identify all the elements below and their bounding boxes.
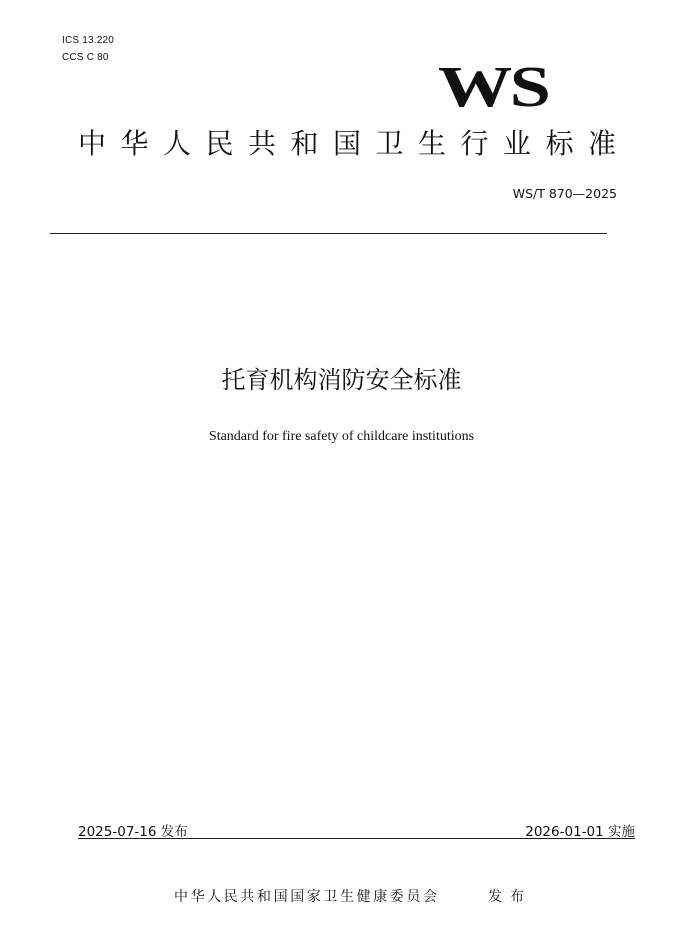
ws-logo: WS [438, 54, 549, 119]
publish-label: 发布 [488, 889, 532, 905]
publisher: 中华人民共和国国家卫生健康委员会 [174, 889, 440, 905]
document-title: 托育机构消防安全标准 [221, 366, 462, 394]
industry-standard-title: 中华人民共和国卫生行业标准 [78, 127, 631, 160]
document-title-english: Standard for fire safety of childcare institutions [208, 429, 475, 444]
footer-divider [78, 838, 635, 839]
ics-code: ICS 13.220 [62, 35, 115, 46]
standard-number: WS/T 870—2025 [512, 186, 617, 201]
header-divider [50, 233, 607, 234]
issue-date: 2025-07-16 发布 [78, 824, 188, 840]
ccs-code: CCS C 80 [62, 52, 109, 63]
effective-date: 2026-01-01 实施 [525, 824, 635, 840]
